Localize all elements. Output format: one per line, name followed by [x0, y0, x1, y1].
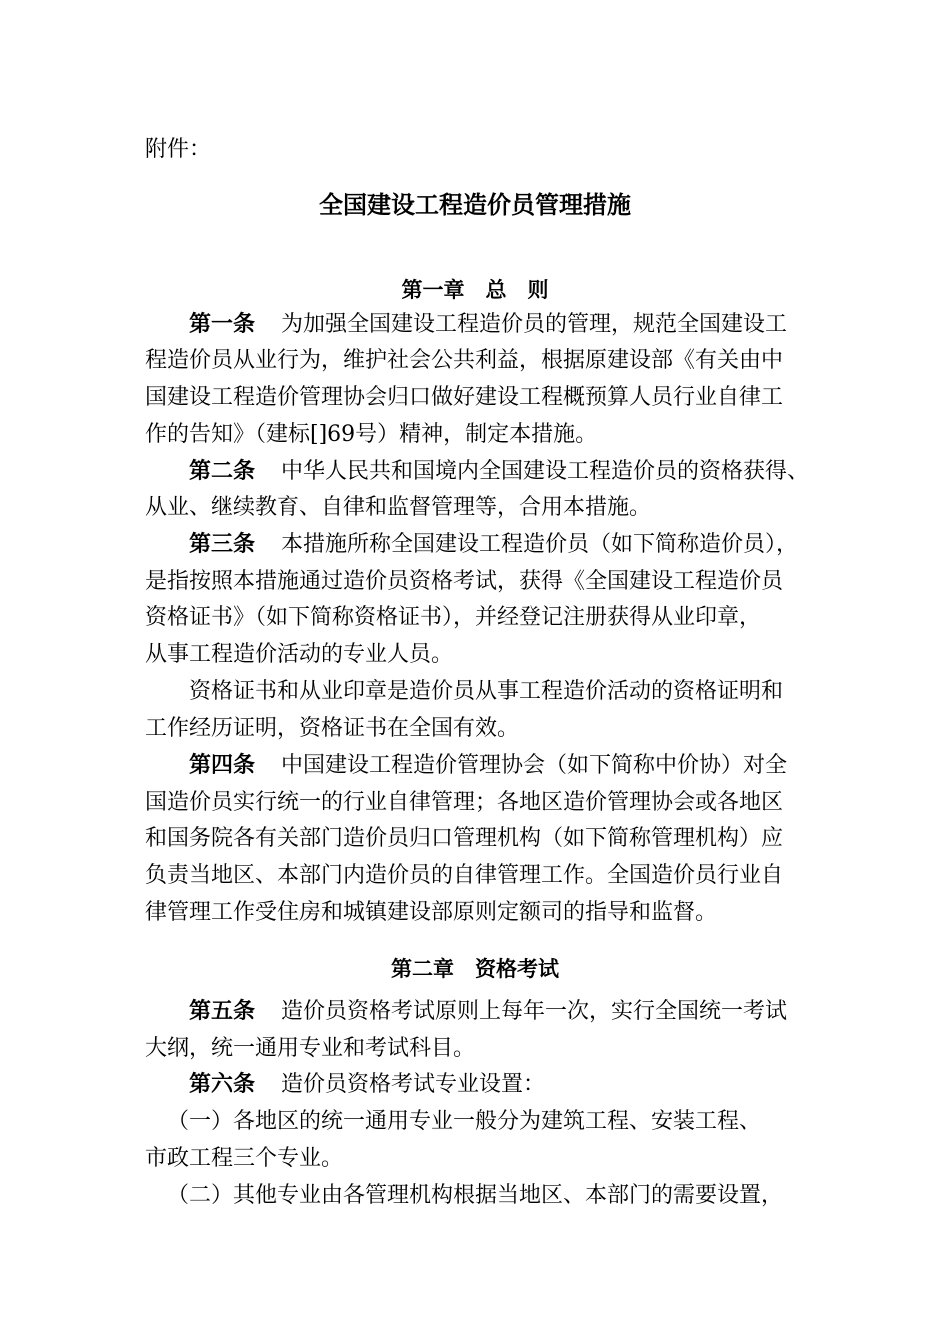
article-6-heading: 第六条: [189, 1072, 256, 1097]
article-6-item-1-line: 市政工程三个专业。: [145, 1146, 344, 1171]
article-2-text: 中华人民共和国境内全国建设工程造价员的资格获得、: [281, 459, 810, 484]
article-4-line: 国造价员实行统一的行业自律管理；各地区造价管理协会或各地区: [145, 790, 784, 815]
article-1-first-line: [189, 312, 787, 338]
chapter-1-heading: 第一章 总 则: [401, 278, 549, 302]
article-6-item-2-line: （二）其他专业由各管理机构根据当地区、本部门的需要设置，: [167, 1183, 784, 1208]
attachment-label: 附件：: [145, 137, 212, 162]
article-1-line: 程造价员从业行为，维护社会公共利益，根据原建设部《有关由中: [145, 348, 784, 373]
article-3-line: 是指按照本措施通过造价员资格考试，获得《全国建设工程造价员: [145, 569, 784, 594]
article-3-paragraph-2-line: 资格证书和从业印章是造价员从事工程造价活动的资格证明和: [189, 679, 784, 704]
article-1-line: 作的告知》（建标[]69号）精神，制定本措施。: [145, 422, 598, 447]
article-4-text: 中国建设工程造价管理协会（如下简称中价协）对全: [281, 753, 788, 778]
article-6-item-1-line: （一）各地区的统一通用专业一般分为建筑工程、安装工程、: [167, 1109, 762, 1134]
article-3-line: 从事工程造价活动的专业人员。: [145, 642, 454, 667]
chapter-2-heading: 第二章 资格考试: [391, 957, 559, 981]
article-6-first-line: [189, 1072, 545, 1098]
article-4-line: 和国务院各有关部门造价员归口管理机构（如下简称管理机构）应: [145, 826, 784, 851]
article-2-first-line: [189, 459, 809, 485]
article-5-text: 造价员资格考试原则上每年一次，实行全国统一考试: [281, 999, 788, 1024]
article-5-first-line: [189, 999, 787, 1025]
article-5-heading: 第五条: [189, 999, 256, 1024]
article-4-line: 负责当地区、本部门内造价员的自律管理工作。全国造价员行业自: [145, 863, 784, 888]
article-1-heading: 第一条: [189, 312, 256, 337]
article-3-first-line: [189, 532, 798, 558]
article-6-text: 造价员资格考试专业设置：: [281, 1072, 546, 1097]
article-3-line: 资格证书》（如下简称资格证书），并经登记注册获得从业印章，: [145, 605, 762, 630]
article-3-paragraph-2-line: 工作经历证明，资格证书在全国有效。: [145, 716, 520, 741]
article-4-line: 律管理工作受住房和城镇建设部原则定额司的指导和监督。: [145, 900, 718, 925]
article-4-heading: 第四条: [189, 753, 256, 778]
article-1-text: 为加强全国建设工程造价员的管理，规范全国建设工: [281, 312, 788, 337]
document-title: 全国建设工程造价员管理措施: [319, 191, 631, 219]
article-4-first-line: [189, 753, 787, 779]
article-2-line: 从业、继续教育、自律和监督管理等，合用本措施。: [145, 495, 652, 520]
article-3-heading: 第三条: [189, 532, 256, 557]
article-3-text: 本措施所称全国建设工程造价员（如下简称造价员），: [281, 532, 799, 557]
article-2-heading: 第二条: [189, 459, 256, 484]
article-1-line: 国建设工程造价管理协会归口做好建设工程概预算人员行业自律工: [145, 385, 784, 410]
article-5-line: 大纲，统一通用专业和考试科目。: [145, 1036, 476, 1061]
